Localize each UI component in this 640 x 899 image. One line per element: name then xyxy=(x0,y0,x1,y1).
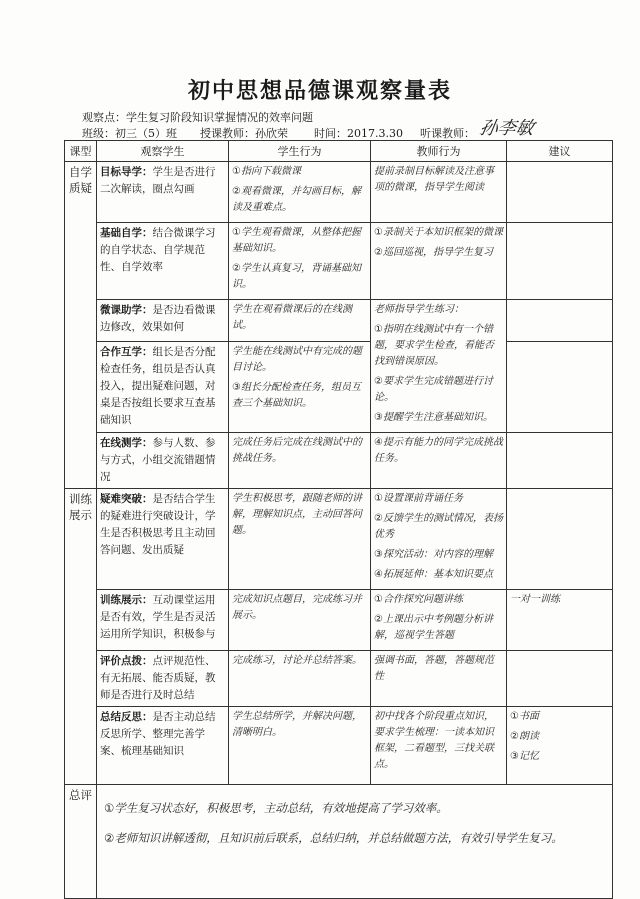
suggestion-cell xyxy=(507,300,613,342)
teacher-note: ①合作探究问题讲练 xyxy=(374,594,463,605)
teacher-cell xyxy=(371,590,507,651)
student-note: 完成任务后完成在线测试中的挑战任务。 xyxy=(232,437,362,464)
student-note: 完成知识点题目，完成练习并展示。 xyxy=(232,594,362,621)
student-note: 学生总结所学，并解决问题，清晰明白。 xyxy=(232,711,362,738)
table-row xyxy=(65,223,613,300)
header-student: 学生行为 xyxy=(229,141,371,162)
suggestion-cell xyxy=(507,223,613,300)
student-note: ③组长分配检查任务，组员互查三个基础知识。 xyxy=(232,381,361,409)
student-cell xyxy=(229,341,371,432)
suggestion-note: ②朗读 xyxy=(510,731,539,742)
teacher-cell xyxy=(371,162,507,223)
table-row xyxy=(65,651,613,707)
table-row xyxy=(65,300,613,342)
student-note: ①指向下载微课 xyxy=(232,166,301,177)
suggestion-cell xyxy=(507,590,613,651)
row-item: 合作互学：组长是否分配检查任务，组员是否认真投入，提出疑难问题，对桌是否按组长要求互查基础知识 xyxy=(97,341,229,432)
group-self-study: 自学质疑 xyxy=(65,162,97,489)
teacher-cell xyxy=(371,223,507,300)
student-cell xyxy=(229,651,371,707)
student-cell xyxy=(229,300,371,342)
form-title: 初中思想品德课观察量表 xyxy=(187,78,452,104)
student-cell xyxy=(229,223,371,300)
teacher-note: ④拓展延伸：基本知识要点 xyxy=(374,569,493,580)
listener-label: 听课教师： xyxy=(420,127,475,140)
student-note: 完成练习，讨论并总结答案。 xyxy=(232,655,362,666)
student-cell xyxy=(229,162,371,223)
teacher-cell xyxy=(371,707,507,785)
teacher-cell xyxy=(371,433,507,489)
teacher-cell xyxy=(371,651,507,707)
suggestion-cell xyxy=(507,707,613,785)
time-label: 时间：2017.3.30 xyxy=(314,127,403,140)
row-item: 训练展示：互动课堂运用是否有效，学生是否灵活运用所学知识，积极参与 xyxy=(97,590,229,651)
header-type: 课型 xyxy=(65,141,97,162)
suggestion-note: ③记忆 xyxy=(510,751,539,762)
table-row xyxy=(65,433,613,489)
summary-cell xyxy=(97,785,613,899)
suggestion-cell xyxy=(507,433,613,489)
student-cell xyxy=(229,590,371,651)
student-note: 学生积极思考，跟随老师的讲解，理解知识点，主动回答问题。 xyxy=(232,493,362,536)
summary-lines xyxy=(100,787,609,863)
table-row xyxy=(65,162,613,223)
teacher-note: 初中找各个阶段重点知识，要求学生梳理：一读本知识框架，二看题型，三找关联点。 xyxy=(374,711,494,770)
suggestion-cell xyxy=(507,489,613,590)
student-note: ①学生观看微课，从整体把握基础知识。 xyxy=(232,227,361,254)
table-row xyxy=(65,341,613,432)
suggestion-cell xyxy=(507,651,613,707)
row-item: 在线测学：参与人数、参与方式，小组交流错题情况 xyxy=(97,433,229,489)
group-training: 训练展示 xyxy=(65,489,97,785)
summary-note: ②老师知识讲解透彻，且知识前后联系，总结归纳，并总结做题方法，有效引导学生复习。 xyxy=(104,831,563,845)
suggestion-cell xyxy=(507,162,613,223)
row-item: 评价点拨：点评规范性、有无拓展、能否质疑，教师是否进行及时总结 xyxy=(97,651,229,707)
student-cell xyxy=(229,433,371,489)
teacher-label: 授课教师：孙欣荣 xyxy=(200,127,288,140)
teacher-note: 提前录制目标解读及注意事项的微课，指导学生阅读 xyxy=(374,166,494,193)
teacher-cell xyxy=(371,489,507,590)
teacher-note: ①录制关于本知识框架的微课 xyxy=(374,227,503,238)
teacher-note: ②上课出示中考例题分析讲解，巡视学生答题 xyxy=(374,614,493,641)
group-summary: 总评 xyxy=(65,785,97,899)
row-item: 总结反思：是否主动总结反思所学、整理完善学案、梳理基础知识 xyxy=(97,707,229,785)
teacher-note: ③提醒学生注意基础知识。 xyxy=(374,412,493,423)
observation-table xyxy=(64,140,613,899)
teacher-note: ④提示有能力的同学完成挑战任务。 xyxy=(374,437,503,464)
student-cell xyxy=(229,489,371,590)
header-row xyxy=(65,141,613,162)
listener-signature: 孙李敏 xyxy=(477,118,536,139)
teacher-note: 强调书面，答题，答题规范性 xyxy=(374,655,494,682)
row-item: 目标导学：学生是否进行二次解读，圈点勾画 xyxy=(97,162,229,223)
teacher-note: ①设置课前背诵任务 xyxy=(374,493,463,504)
table-row xyxy=(65,489,613,590)
row-item: 微课助学：是否边看微课边修改，效果如何 xyxy=(97,300,229,342)
teacher-note: 老师指导学生练习： xyxy=(374,304,464,315)
suggestion-note: ①书面 xyxy=(510,711,539,722)
student-cell xyxy=(229,707,371,785)
teacher-note: ②要求学生完成错题进行讨论。 xyxy=(374,376,493,403)
header-teacher: 教师行为 xyxy=(371,141,507,162)
header-suggestion: 建议 xyxy=(507,141,613,162)
student-note: 学生能在线测试中有完成的题目讨论。 xyxy=(232,345,362,373)
summary-row xyxy=(65,785,613,899)
class-label: 班级：初三（5）班 xyxy=(82,127,177,140)
table-row xyxy=(65,707,613,785)
teacher-note: ①指明在线测试中有一个错题，要求学生检查，看能否找到错误原因。 xyxy=(374,324,494,367)
teacher-cell xyxy=(371,300,507,433)
teacher-note: ③探究活动：对内容的理解 xyxy=(374,549,493,560)
student-note: ②学生认真复习，背诵基础知识。 xyxy=(232,263,361,290)
teacher-note: ②巡回巡视，指导学生复习 xyxy=(374,247,493,258)
row-item: 基础自学：结合微课学习的自学状态、自学规范性、自学效率 xyxy=(97,223,229,300)
table-row xyxy=(65,590,613,651)
suggestion-cell xyxy=(507,341,613,432)
summary-note: ①学生复习状态好，积极思考，主动总结，有效地提高了学习效率。 xyxy=(104,801,448,815)
observation-point: 观察点：学生复习阶段知识掌握情况的效率问题 xyxy=(82,111,313,124)
student-note: ②观看微课，并勾画目标，解读及重难点。 xyxy=(232,186,361,213)
teacher-note: ②反馈学生的测试情况，表扬优秀 xyxy=(374,513,503,540)
student-note: 学生在观看微课后的在线测试。 xyxy=(232,304,352,331)
header-observe: 观察学生 xyxy=(97,141,229,162)
suggestion-note: 一对一训练 xyxy=(510,594,560,605)
row-item: 疑难突破：是否结合学生的疑难进行突破设计，学生是否积极思考且主动回答问题、发出质疑 xyxy=(97,489,229,590)
